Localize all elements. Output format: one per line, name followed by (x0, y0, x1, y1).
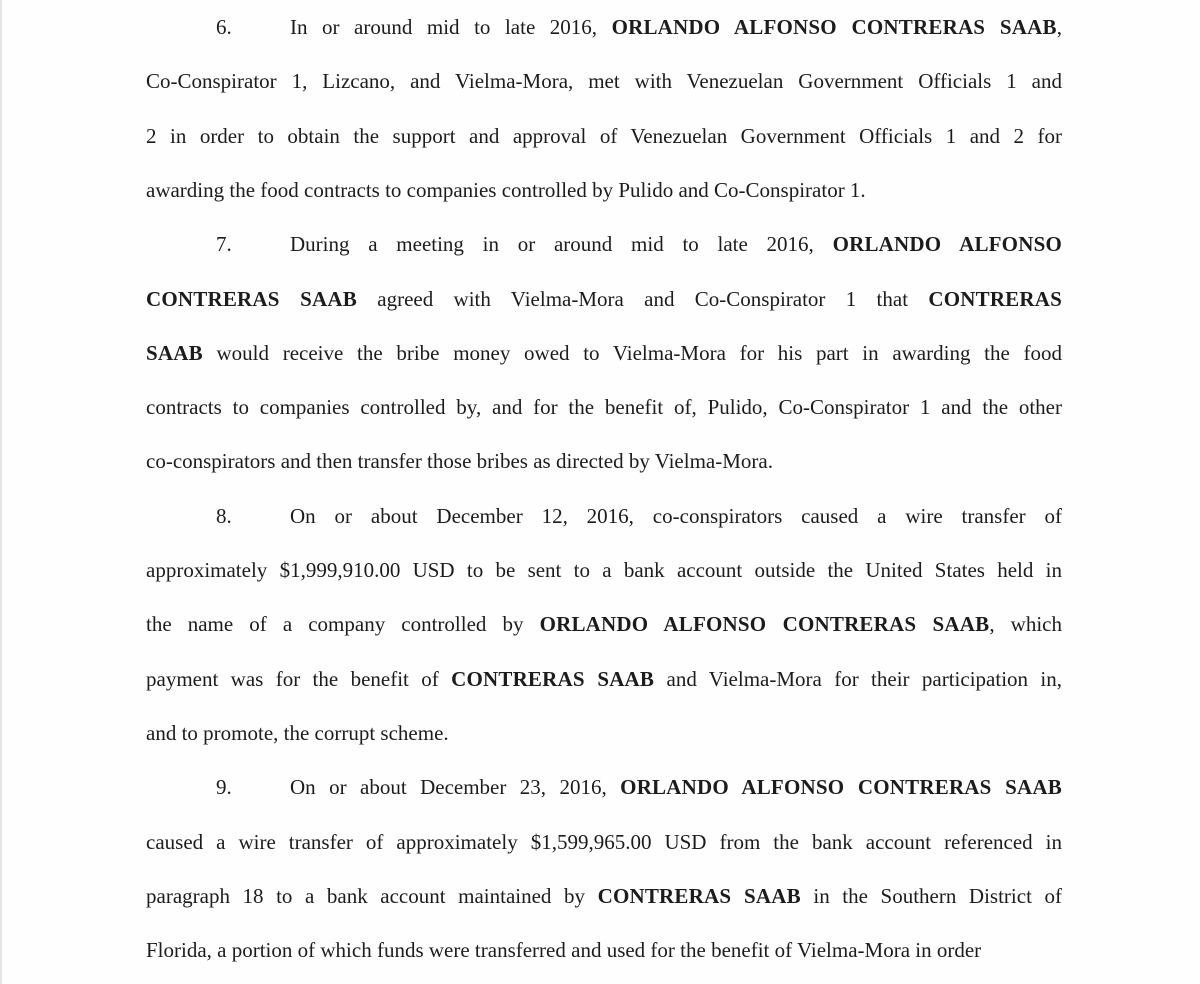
body-text: Florida, a portion of which funds were transferred and used for the benefit of Vielma-Mora in order (146, 938, 982, 962)
body-text: 2 in order to obtain the support and approval of Venezuelan Government Officials 1 and 2 for (146, 124, 1062, 148)
paragraph-line (146, 66, 1062, 96)
bold-name-text: CONTRERAS SAAB (451, 667, 655, 691)
paragraph-number: 8. (216, 504, 232, 528)
body-text: , (1056, 15, 1062, 39)
paragraph-line (146, 935, 1062, 965)
paragraph-number: 6. (216, 15, 232, 39)
body-text: On or about December 12, 2016, co-conspirators caused a wire transfer of (290, 504, 1062, 528)
paragraph-line (146, 827, 1062, 857)
body-text: paragraph 18 to a bank account maintained by (146, 884, 598, 908)
paragraph-number: 7. (216, 232, 232, 256)
paragraph-first-line (146, 229, 1062, 259)
paragraph-first-line (146, 12, 1062, 42)
body-text: would receive the bribe money owed to Vielma-Mora for his part in awarding the food (202, 341, 1062, 365)
body-text: and to promote, the corrupt scheme. (146, 721, 449, 745)
bold-name-text: CONTRERAS SAAB (597, 884, 801, 908)
paragraph-line (146, 609, 1062, 639)
paragraph-line (146, 121, 1062, 151)
body-text: and Vielma-Mora for their participation in, (654, 667, 1062, 691)
paragraph-line (146, 284, 1062, 314)
paragraph-first-line (146, 772, 1062, 802)
body-text: On or about December 23, 2016, (290, 775, 621, 799)
body-text: co-conspirators and then transfer those bribes as directed by Vielma-Mora. (146, 449, 773, 473)
body-text: contracts to companies controlled by, and for the benefit of, Pulido, Co-Conspirator 1 and the other (146, 395, 1062, 419)
bold-name-text: CONTRERAS (928, 287, 1062, 311)
body-text: the name of a company controlled by (146, 612, 540, 636)
bold-name-text: ORLANDO ALFONSO (832, 232, 1062, 256)
bold-name-text: ORLANDO ALFONSO CONTRERAS SAAB (620, 775, 1062, 799)
paragraph-line (146, 881, 1062, 911)
paragraph-line (146, 664, 1062, 694)
paragraph-line (146, 446, 1062, 476)
body-text: , which (989, 612, 1062, 636)
body-text: During a meeting in or around mid to late 2016, (290, 232, 833, 256)
paragraph-first-line (146, 501, 1062, 531)
body-text: payment was for the benefit of (146, 667, 452, 691)
paragraph-line (146, 175, 1062, 205)
body-text: in the Southern District of (800, 884, 1062, 908)
body-text: awarding the food contracts to companies controlled by Pulido and Co-Conspirator 1. (146, 178, 866, 202)
paragraph-line (146, 392, 1062, 422)
body-text: approximately $1,999,910.00 USD to be sent to a bank account outside the United States held in (146, 558, 1062, 582)
body-text: agreed with Vielma-Mora and Co-Conspirator 1 that (356, 287, 929, 311)
body-text: Co-Conspirator 1, Lizcano, and Vielma-Mora, met with Venezuelan Government Officials 1 and (146, 69, 1062, 93)
paragraph-line (146, 718, 1062, 748)
paragraph-number: 9. (216, 775, 232, 799)
paragraph-line (146, 338, 1062, 368)
body-text: In or around mid to late 2016, (290, 15, 612, 39)
paragraph-line (146, 555, 1062, 585)
body-text: caused a wire transfer of approximately $1,599,965.00 USD from the bank account referenced in (146, 830, 1062, 854)
bold-name-text: ORLANDO ALFONSO CONTRERAS SAAB (539, 612, 990, 636)
bold-name-text: CONTRERAS SAAB (146, 287, 357, 311)
bold-name-text: ORLANDO ALFONSO CONTRERAS SAAB (611, 15, 1057, 39)
bold-name-text: SAAB (146, 341, 203, 365)
